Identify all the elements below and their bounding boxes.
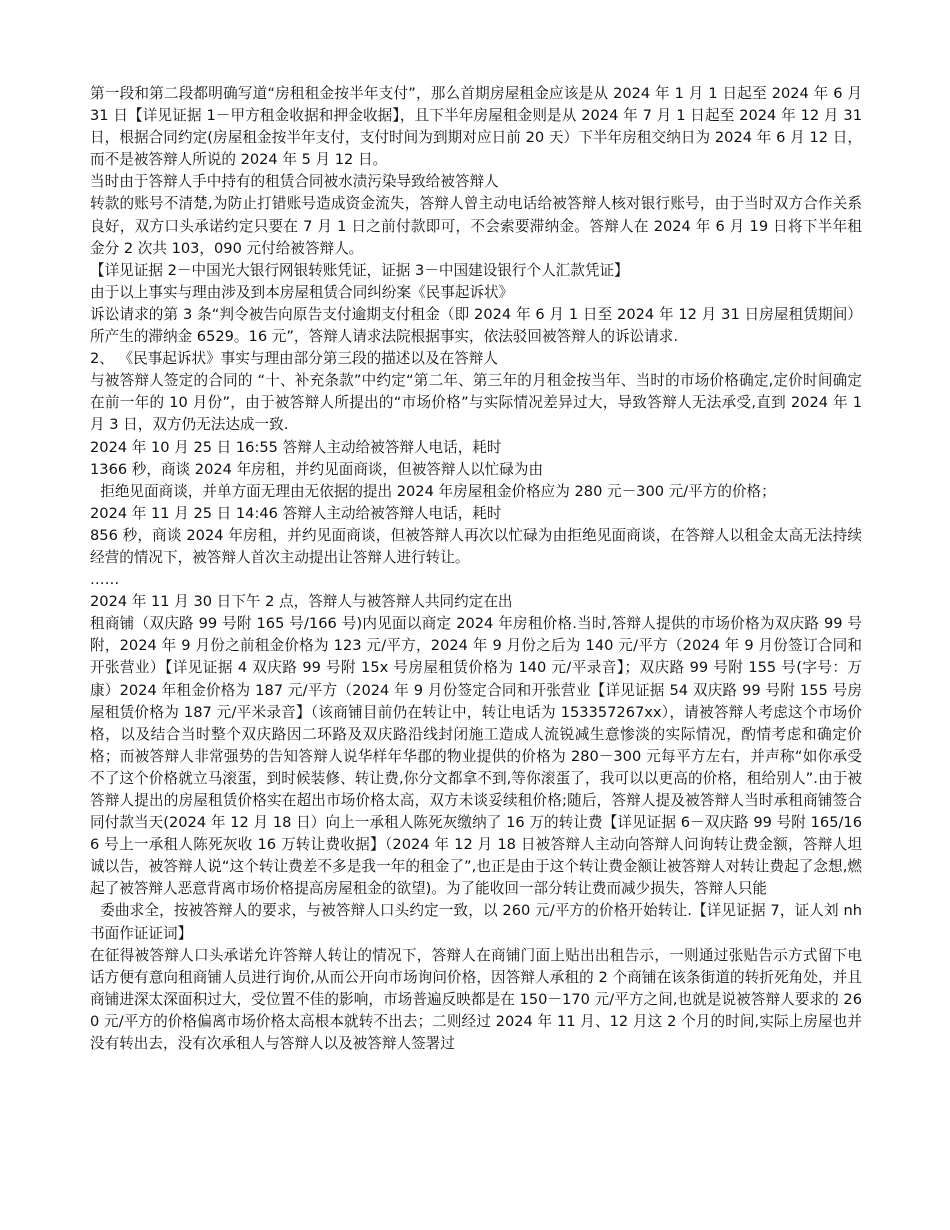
paragraph-10: 1366 秒，商谈 2024 年房租，并约见面商谈，但被答辩人以忙碌为由: [90, 460, 544, 478]
paragraph-4: 【详见证据 2－中国光大银行网银转账凭证，证据 3－中国建设银行个人汇款凭证】: [90, 261, 629, 279]
paragraph-7: 2、 《民事起诉状》事实与理由部分第三段的描述以及在答辩人: [90, 350, 498, 368]
paragraph-15: 租商铺（双庆路 99 号附 165 号/166 号)内见面以商定 2024 年房租价格.当时,答辩人提供的市场价格为双庆路 99 号附，2024 年 9 月份之前租金价格为 123 元/平方，2024 年 9 月份之后为 140 元/平方（2024 年 9 月份签订合同和开张营业）【详见证据 4 双庆路 99 号附 15x 号房屋租赁价格为 140 元/平录音】；双庆路 99 号附 155 号(字号：万康）2024 年租金价格为 187 元/平方（2024 年 9 月份签定合同和开张营业【详见证据 54 双庆路 99 号附 155 号房屋租赁价格为 187 元/平米录音】（该商铺目前仍在转让中，转让电话为 153357267xx），请被答辩人考虑这个市场价格，以及结合当时整个双庆路因二环路及双庆路沿线封闭施工造成人流锐减生意惨淡的实际情况，酌情考虑和确定价格；而被答辩人非常强势的告知答辩人说华样年华郡的物业提供的价格为 280－300 元每平方左右，并声称“如你承受不了这个价格就立马滚蛋，到时候装修、转让费,你分文都拿不到,等你滚蛋了，我可以以更高的价格，租给别人”.由于被答辩人提出的房屋租赁价格实在超出市场价格太高，双方未谈妥续租价格;随后，答辩人提及被答辩人当时承租商铺签合同付款当天(2024 年 12 月 18 日）向上一承租人陈死灰缴纳了 16 万的转让费【详见证据 6－双庆路 99 号附 165/166 号上一承租人陈死灰收 16 万转让费收据】（2024 年 12 月 18 日被答辩人主动向答辩人问询转让费金额，答辩人坦诚以告，被答辩人说“这个转让费差不多是我一年的租金了”,也正是由于这个转让费金额让被答辩人对转让费起了念想,燃起了被答辩人恶意背离市场价格提高房屋租金的欲望)。为了能收回一部分转让费而减少损失，答辩人只能: [90, 615, 862, 898]
paragraph-6: 诉讼请求的第 3 条“判令被告向原告支付逾期支付租金（即 2024 年 6 月 1 日至 2024 年 12 月 31 日房屋租赁期间）所产生的滞纳金 6529。16 元”，答辩人请求法院根据事实，依法驳回被答辩人的诉讼请求.: [90, 305, 862, 346]
paragraph-5: 由于以上事实与理由涉及到本房屋租赁合同纠纷案《民事起诉状》: [90, 283, 514, 301]
paragraph-16: 委曲求全，按被答辩人的要求，与被答辩人口头约定一致，以 260 元/平方的价格开始转让.【详见证据 7，证人刘 nh 书面作证证词】: [90, 902, 862, 942]
paragraph-9: 2024 年 10 月 25 日 16:55 答辩人主动给被答辩人电话，耗时: [90, 438, 502, 456]
paragraph-8: 与被答辩人签定的合同的 “十、补充条款”中约定“第二年、第三年的月租金按当年、当时的市场价格确定,定价时间确定在前一年的 10 月份”，由于被答辩人所提出的“市场价格”与实际情况差异过大，导致答辩人无法承受,直到 2024 年 1 月 3 日，双方仍无法达成一致.: [90, 372, 862, 434]
paragraph-2: 当时由于答辩人手中持有的租赁合同被水渍污染导致给被答辩人: [90, 173, 499, 191]
paragraph-3: 转款的账号不清楚,为防止打错账号造成资金流失，答辩人曾主动电话给被答辩人核对银行账号，由于当时双方合作关系良好，双方口头承诺约定只要在 7 月 1 日之前付款即可，不会索要滞纳金。答辩人在 2024 年 6 月 19 日将下半年租金分 2 次共 103，090 元付给被答辩人。: [90, 195, 862, 257]
paragraph-ellipsis: ……: [90, 571, 120, 589]
paragraph-14: 2024 年 11 月 30 日下午 2 点，答辩人与被答辩人共同约定在出: [90, 593, 513, 611]
paragraph-1: 第一段和第二段都明确写道“房租租金按半年支付”，那么首期房屋租金应该是从 2024 年 1 月 1 日起至 2024 年 6 月 31 日【详见证据 1－甲方租金收据和押金收据】，且下半年房屋租金则是从 2024 年 7 月 1 日起至 2024 年 12 月 31 日，根据合同约定(房屋租金按半年支付，支付时间为到期对应日前 20 天）下半年房租交纳日为 2024 年 6 月 12 日，而不是被答辩人所说的 2024 年 5 月 12 日。: [90, 85, 862, 169]
paragraph-11: 拒绝见面商谈，并单方面无理由无依据的提出 2024 年房屋租金价格应为 280 元－300 元/平方的价格；: [100, 482, 776, 500]
paragraph-13: 856 秒，商谈 2024 年房租，并约见面商谈，但被答辩人再次以忙碌为由拒绝见面商谈，在答辩人以租金太高无法持续经营的情况下，被答辩人首次主动提出让答辩人进行转让。: [90, 526, 862, 566]
paragraph-17: 在征得被答辩人口头承诺允许答辩人转让的情况下，答辩人在商铺门面上贴出出租告示，一则通过张贴告示方式留下电话方便有意向租商铺人员进行询价,从而公开向市场询问价格，因答辩人承租的 2 个商铺在该条街道的转折死角处，并且商铺进深太深面积过大，受位置不佳的影响，市场普遍反映都是在 150－170 元/平方之间,也就是说被答辩人要求的 260 元/平方的价格偏离市场价格太高根本就转不出去；二则经过 2024 年 11 月、12 月这 2 个月的时间,实际上房屋也并没有转出去，没有次承租人与答辩人以及被答辩人签署过: [90, 946, 862, 1053]
paragraph-12: 2024 年 11 月 25 日 14:46 答辩人主动给被答辩人电话，耗时: [90, 504, 502, 522]
